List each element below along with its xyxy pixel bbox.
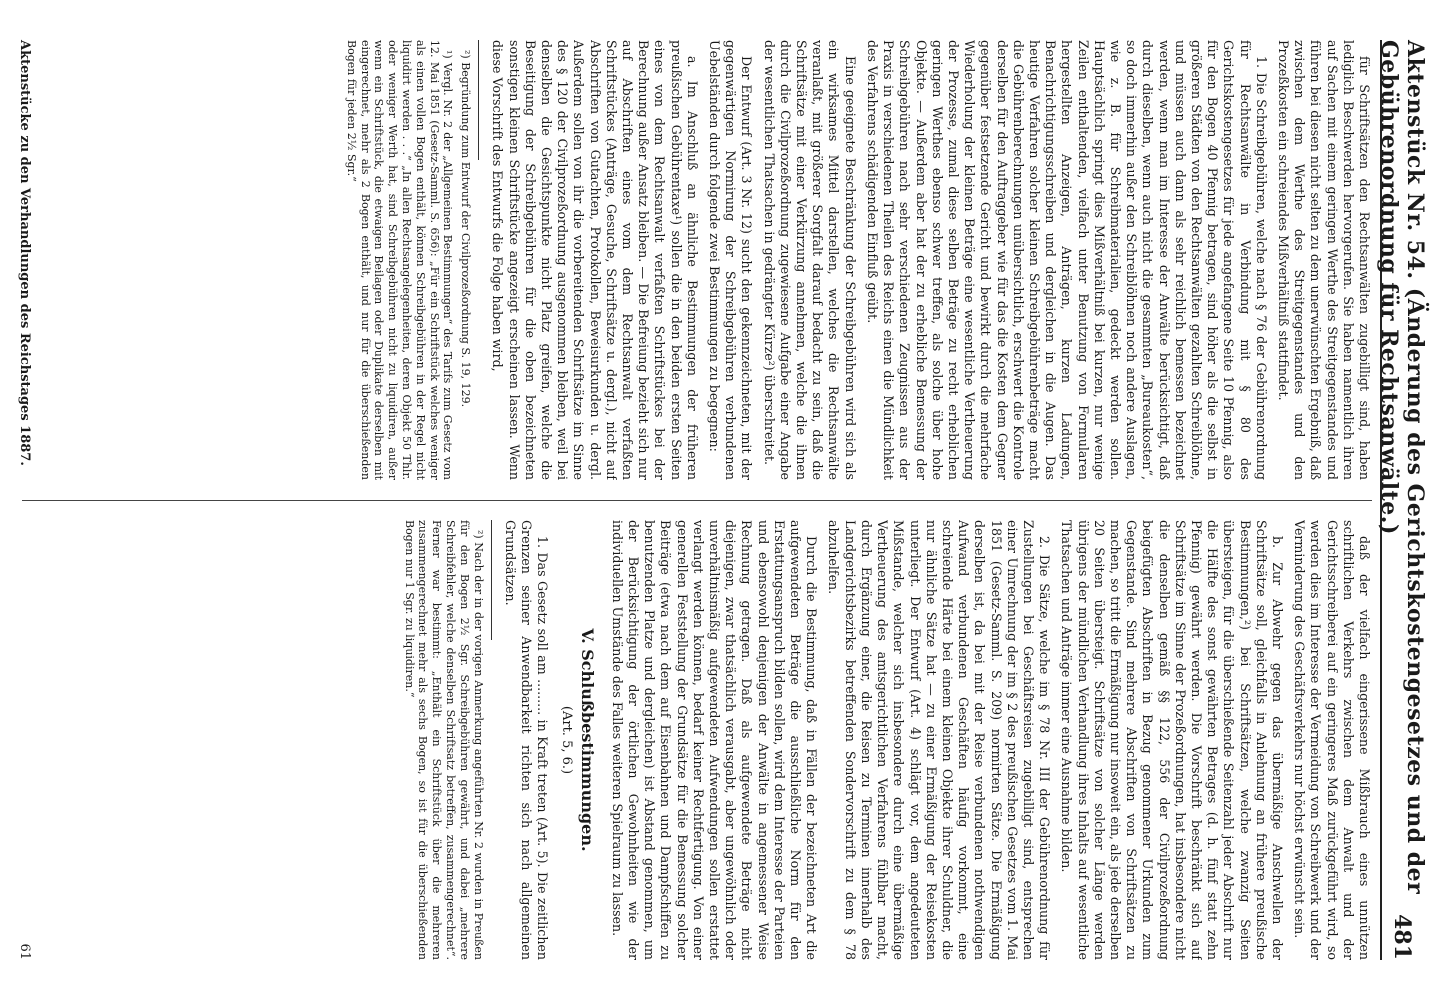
body-paragraph: Eine geeignete Beschränkung der Schreibgebühren wird sich als ein wirksames Mittel darstellen, welches die Rechtsanwälte veranlaßt, mit größerer Sorgfalt darauf bedacht zu sein, daß die Schriftsätze mit einer Verkürzung annehmen, welche die ihnen durch die Civilprozeßordnung zugewiesene Aufgabe einer Angabe der wesentlichen Thatsachen in gedrängter Kürze²) überschreitet.: [761, 40, 858, 480]
body-paragraph: daß der vielfach eingerissene Mißbrauch eines unnützen schriftlichen Verkehrs zwischen dem Anwalt und der Gerichtsschreiberei auf ein geringeres Maß zurückgeführt wird, so werden dies im Interesse der Vermeidung von Schreibwerk und der Verminderung des Geschäftsverkehrs nur höchst erwünscht sein.: [1292, 520, 1372, 960]
footer-source: Aktenstücke zu den Verhandlungen des Reichstages 1887.: [17, 40, 32, 466]
section-subheading: (Art. 5, 6.): [559, 705, 575, 775]
page-footer: [8, 40, 32, 960]
footnote-divider: [478, 40, 479, 160]
section-heading: V. Schlußbestimmungen.: [577, 628, 597, 852]
body-paragraph: 1. Die Schreibgebühren, welche nach § 76 der Gebührenordnung für Rechtsanwälte in Verbindung mit § 80 des Gerichtskostengesetzes für jede angefangene Seite 10 Pfennig, also für den Bogen 40 Pfennig betragen, sind höher als die selbst in größeren Städten von den Rechtsanwälten gezahlten Schreiblöhne, und müssen auch dann als sehr reichlich bemessen bezeichnet werden, wenn man im Interesse der Anwälte berücksichtigt, daß durch dieselben, wenn auch nicht die gesammten „Bureaukosten“, so doch immerhin außer den Schreiblöhnen noch andere Auslagen, wie z. B. für Schreibmaterialien, gedeckt werden sollen. Hauptsächlich springt dies Mißverhältniß bei kurzen, nur wenige Zeilen enthaltenden, vielfach unter Benutzung von Formularen hergestellten Anzeigen, Anträgen, kurzen Ladungen, Benachrichtigungsschreiben und dergleichen in die Augen. Das heutige Verfahren solcher kleinen Schreibgebührenbeträge macht die Gebührenberechnungen unübersichtlich, erschwert die Kontrole derselben für den Auftraggeber wie für das die Kosten dem Gegner gegenüber festsetzende Gericht und bewirkt durch die mehrfache Wiederholung der kleinen Beträge eine wesentliche Vertheuerung der Prozesse, zumal diese selben Beträge zu recht erheblichen geringen Werthes ebenso schwer treffen, als solche über hohe Objekte. — Außerdem aber hat der zu erhebliche Bemessung der Schreibgebühren nach sehr verschiedenen Zeugnissen aus der Praxis in verschiedenen Theilen des Reichs einen die Mündlichkeit des Verfahrens schädigenden Einfluß geübt.: [864, 40, 1269, 480]
body-paragraph: b. Zur Abwehr gegen das übermäßige Anschwellen der Schriftsätze soll, gleichfalls in Anlehnung an frühere preußische Bestimmungen,²) bei Schriftsätzen, welche zwanzig Seiten übersteigen, für die überschießende Seitenzahl jeder Abschrift nur die Hälfte des sonst gewährten Betrages (d. h. fünf statt zehn Pfennig) gewährt werden. Die Vorschrift beschränkt sich auf Schriftsätze im Sinne der Prozeßordnungen, hat insbesondere nicht die denselben gemäß §§ 122, 556 der Civilprozeßordnung beigefügten Abschriften in Bezug genommener Urkunden zum Gegenstande. Sind mehrere Abschriften von Schriftsätzen zu machen, so tritt die Ermäßigung nur insoweit ein, als jede derselben 20 Seiten übersteigt. Schriftsätze von solcher Länge werden übrigens der mündlichen Verhandlung ihres Inhalts auf wesentliche Thatsachen und Anträge immer eine Ausnahme bilden.: [1059, 520, 1285, 960]
left-column: [22, 40, 1372, 480]
body-paragraph: für Schriftsätzen den Rechtsanwälten zugebilligt sind, haben lediglich Beschwerden hervorgerufen. Sie haben namentlich ihren auf Sachen mit einem geringen Werthe des Streitgegenstandes und führen bei diesen nicht selten zu dem unerwünschten Ergebniß, daß zwischen dem Werthe des Streitgegenstandes und den Prozeßkosten ein schreiendes Mißverhältniß stattfindet.: [1275, 40, 1372, 480]
page-number: 481: [1389, 914, 1415, 960]
footnote: ¹) Vergl. Nr. 2 der „Allgemeinen Bestimmungen“ des Tarifs zum Gesetz vom 12. Mai 1851 (Gesetz-Samml. S. 656): „Für ein Schriftstück welches weniger als einen vollen Bogen enthält, können Schreibgebühren in der Regel nicht liquidirt werden . . .“ „In allen Rechtsangelegenheiten, deren Objekt 50 Thlr. oder weniger Werth hat, sind Schreibgebühren nicht zu liquidiren, außer wenn ein Schriftstück, die etwaigen Beilagen oder Duplikate derselben mit eingerechnet, mehr als 2 Bogen enthält, und nur für die überschießenden Bogen für jeden 2½ Sgr.“: [344, 40, 455, 480]
body-paragraph: 2. Die Sätze, welche im § 78 Nr. III der Gebührenordnung für Zustellungen bei Geschäftsreisen zugebilligt sind, entsprechen einer Umrechnung der im § 2 des preußischen Gesetzes vom 1. Mai 1851 (Gesetz-Samml. S. 209) normirten Sätze. Die Ermäßigung derselben ist, da bei mit der Reise verbundenen nothwendigen Aufwand verbundenen Geschäften häufig vorkommt, eine schreiende Härte bei einem kleinen Objekte ihrer Schuldner, die nur ähnliche Sätze hat — zu einer Ermäßigung der Reisekosten unterliegt. Der Entwurf (Art. 4) schlägt vor, dem angedeuteten Mißstande, welcher sich insbesondere durch eine übermäßige Vertheuerung des amtsgerichtlichen Verfahrens fühlbar macht, durch Ergänzung einer, die Reisen zu Terminen innerhalb des Landgerichtsbezirks betreffenden Sondervorschrift zu dem § 78 abzuhelfen.: [826, 520, 1053, 960]
body-paragraph: 1. Das Gesetz soll am ......... in Kraft treten (Art. 5). Die zeitlichen Grenzen seiner Anwendbarkeit richten sich nach allgemeinen Grundsätzen.: [502, 520, 551, 960]
running-title: Aktenstück Nr. 54. (Änderung des Gerichtskostengesetzes und der Gebührenordnung für Rechtsanwälte.): [1376, 40, 1428, 895]
footnote: ²) Nach der in der vorigen Anmerkung angeführten Nr. 2 wurden in Preußen für den Bogen 2½ Sgr. Schreibgebühren gewährt, und dabei „mehrere Schreibfehler, welche denselben Schriftsatz betreffen, zusammengerechnet“. Ferner war bestimmt: „Enthält ein Schriftstück über die mehreren zusammengerechnet mehr als sechs Bogen, so ist für die überschießenden Bogen nur 1 Sgr. zu liquidiren.“: [402, 520, 485, 960]
column-divider: [22, 500, 1372, 501]
footnote-divider: [491, 520, 492, 640]
body-paragraph: Der Entwurf (Art. 3 Nr. 12) sucht den gekennzeichneten, mit der gegenwärtigen Normirung der Schreibgebühren verbundenen Uebelständen durch folgende zwei Bestimmungen zu begegnen:: [707, 40, 755, 480]
body-paragraph: Durch die Bestimmung, daß in Fällen der bezeichneten Art die aufgewendeten Beträge die ausschließliche Norm für den Erstattungsanspruch bilden sollen, wird dem Interesse der Parteien und ebensowohl denjenigen der Anwälte in angemessener Weise Rechnung getragen. Daß als aufgewendete Beträge nicht diejenigen, zwar thatsächlich verausgabt, aber ungewöhnlich oder unverhältnismäßig aufgewendeten Aufwendungen sollen erstattet verlangt werden können, bedarf keiner Rechtfertigung. Von einer generellen Feststellung der Grundsätze für die Bemessung solcher Beiträge (etwa nach dem auf Eisenbahnen und Dampfschiffen zu benutzenden Platze und dergleichen) ist Abstand genommen, um der Berücksichtigung der örtlichen Gewohnheiten wie der individuellen Umstände des Falles weiteren Spielraum zu lassen.: [609, 520, 820, 960]
footnote: ²) Begründung zum Entwurf der Civilprozeßordnung S. 19, 129.: [459, 50, 473, 408]
signature-number: 61: [17, 943, 32, 960]
page-header: [1376, 40, 1428, 960]
body-paragraph: a. Im Anschluß an ähnliche Bestimmungen der früheren preußischen Gebührentaxe¹) sollen die in den beiden ersten Seiten eines von dem Rechtsanwalt verfaßten Schriftstückes bei der Berechnung außer Ansatz bleiben. — Die Befreiung bezieht sich nur auf Abschriften eines vom dem Rechtsanwalt verfaßten Schriftstückes (Anträge, Gesuche, Schriftsätze u. dergl.), nicht auf Abschriften von Gutachten, Protokollen, Beweisurkunden u. dergl. Außerdem sollen von ihr die vorbereitenden Schriftsätze im Sinne des § 120 der Civilprozeßordnung ausgenommen bleiben, weil bei denselben die Gesichtspunkte nicht Platz greifen, welche die Beseitigung der Schreibgebühren für die oben bezeichneten sonstigen kleinen Schriftstücke angezeigt erscheinen lassen. Wenn diese Vorschrift des Entwurfs die Folge haben wird,: [490, 40, 700, 480]
right-column: [22, 520, 1372, 960]
